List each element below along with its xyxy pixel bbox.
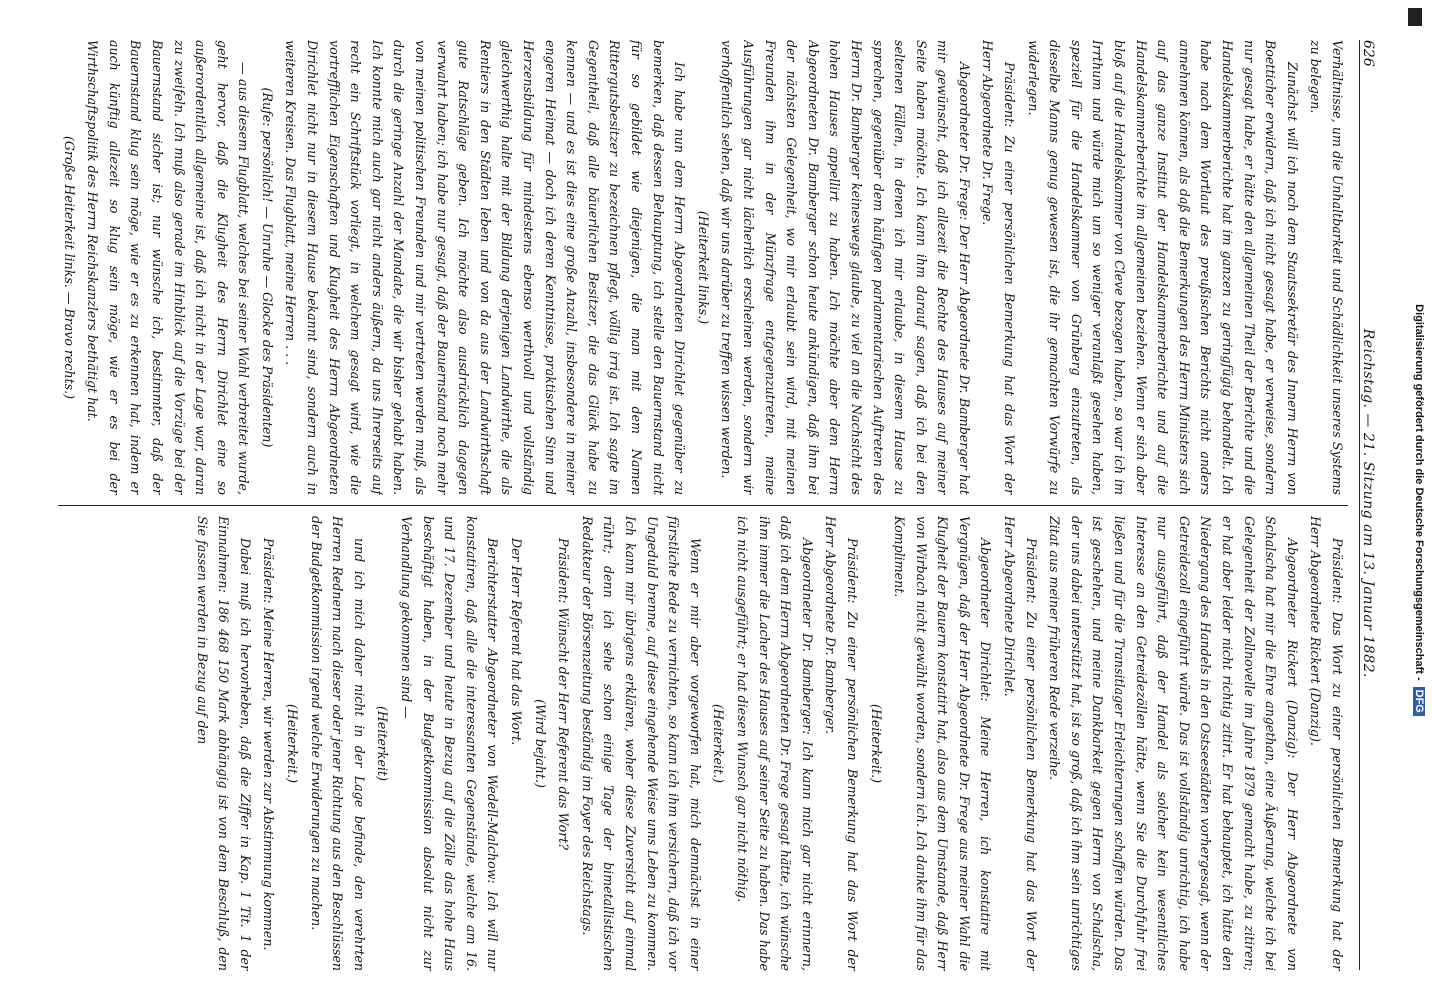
paragraph: Dabei muß ich hervorheben, daß die Ziffer in Kap. 1 Tit. 1 der Einnahmen: 186 468 150 Mark abhängig ist von dem Beschluß, den Sie fassen werden in Bezug auf den	[194, 516, 253, 971]
paragraph: Präsident: Zu einer persönlichen Bemerkung hat das Wort der Herr Abgeordnete Dr. Frege.	[980, 40, 1018, 495]
digitization-ribbon	[1406, 30, 1432, 990]
stage-direction: (Rufe: persönlich! — Unruhe — Glocke des Präsidenten)	[259, 87, 275, 448]
paragraph: Verhältnisse, um die Unhaltbarkeit und Schädlichkeit unseres Systems zu belegen.	[1308, 40, 1345, 495]
running-title: Reichstag. — 21. Sitzung am 13. Januar 1882.	[1360, 328, 1376, 678]
paragraph: Abgeordneter Dr. Bamberger: Ich kann mich gar nicht erinnern, daß ich dem Herrn Abgeordneten Dr. Frege gesagt hätte, ich wünsche ihm immer die Lacher des Hauses auf seiner Seite zu haben. Das habe ich nicht ausgeführt; er hat diesen Wunsch gar nicht nöthig.	[734, 516, 815, 971]
paragraph: Präsident: Das Wort zu einer persönlichen Bemerkung hat der Herr Abgeordnete Rickert (Danzig).	[1308, 516, 1345, 971]
digitization-credit: Digitalisierung gefördert durch die Deutsche Forschungsgemeinschaft -	[1413, 304, 1425, 681]
paragraph: Der Herr Referent hat das Wort.	[509, 538, 525, 746]
paragraph: Präsident: Meine Herren, wir werden zur Abstimmung kommen.	[261, 538, 277, 951]
stage-direction: (Heiterkeit)	[375, 706, 391, 781]
corner-mark	[1408, 8, 1422, 26]
paragraph: Präsident: Zu einer persönlichen Bemerkung hat das Wort der Herr Abgeordnete Dr. Bamberger.	[823, 516, 860, 971]
paragraph: — aus diesem Flugblatt, welches bei seiner Wahl verbreitet wurde, geht hervor, daß die Klugheit des Herrn Dirichlet eine so außerordentlich allgemeine ist, daß ich nicht in der Lage war, daran zu zweifeln. Ich muß also gerade im Hinblick auf die Vorzüge bei der Bauernstand sicher ist; nur wünsche ich, bestimmter, daß der Bauernstand klug sein möge, wie er es zu erkennen hat, indem er auch künftig allezeit so klug sein möge, wie er es bei der Wirthschaftspolitik des Herrn Reichskanzlers bethätigt hat.	[85, 40, 252, 495]
stage-direction: (Heiterkeit.)	[868, 704, 884, 783]
column-rule	[58, 505, 1348, 506]
paragraph: Präsident: Zu einer persönlichen Bemerkung hat das Wort der Herr Abgeordnete Dirichlet.	[1002, 516, 1039, 971]
paragraph: Abgeordneter Dr. Frege: Der Herr Abgeordnete Dr. Bamberger hat mir gewünscht, daß ich allezeit die Rechte des Hauses auf meiner Seite haben möchte. Ich kann ihm darauf sagen, daß ich bei den seltenen Fällen, in denen ich mir erlaube, in diesem Hause zu sprechen, gegenüber dem häufigen parlamentarischen Auftreten des Herrn Dr. Bamberger keineswegs glaube, zu viel an die Nachsicht des hohen Hauses appellirt zu haben. Ich möchte aber dem Herrn Abgeordneten Dr. Bamberger schon heute ankündigen, daß ihm bei der nächsten Gelegenheit, wo mir erlaubt sein wird, mit meinen Freunden ihm in der Münzfrage entgegenzutreten, meine Ausführungen gar nicht lächerlich erscheinen werden, sondern wir verhoffentlich sehen, daß wir uns darüber zu treffen wissen werden.	[719, 40, 972, 495]
stage-direction: (Große Heiterkeit links. — Bravo rechts.)	[61, 135, 77, 400]
paragraph: Abgeordneter Rickert (Danzig): Der Herr Abgeordnete von Schalscha hat mir die Ehre angethan, eine Äußerung, welche ich bei Gelegenheit der Zollnovelle im Jahre 1879 gemacht habe, zu zitiren; er hat aber leider nicht richtig zitirt. Er hat behauptet, ich hätte den Niedergang des Handels in den Ostseestädten vorhergesagt, wenn der Getreidezoll eingeführt würde. Das ist vollständig unrichtig, ich habe nur ausgeführt, daß der Handel als solcher kein wesentliches Interesse an den Getreidezöllen hätte, wenn Sie die Durchfuhr frei ließen und für die Transitlager Erleichterungen schaffen würden. Das ist geschehen, und meine Dankbarkeit gegen Herrn von Schalscha, der uns dabei unterstützt hat, ist so groß, daß ich ihm sein unrichtiges Zitat aus meiner früheren Rede verzeihe.	[1047, 516, 1300, 971]
page-number: 626	[1360, 40, 1376, 67]
stage-direction: (Wird bejaht.)	[532, 699, 548, 788]
paragraph: Berichterstatter Abgeordneter von Wedell-Malchow: Ich will nur konstatiren, daß alle die interessanten Gegenstände, welche am 16. und 17. Dezember und heute in Bezug auf die Zölle das hohe Haus beschäftigt haben, in der Budgetkommission absolut nicht zur Verhandlung gekommen sind —	[399, 516, 501, 971]
stage-direction: (Heiterkeit.)	[711, 704, 727, 783]
stage-direction: (Heiterkeit links.)	[695, 210, 711, 325]
right-column	[58, 516, 1348, 971]
page-body	[44, 30, 1400, 980]
paragraph: Zunächst will ich noch dem Staatssekretär des Innern Herrn von Boetticher erwidern, daß ich nicht gesagt habe, er verweise, sondern nur gesagt habe, er hätte den allgemeinen Theil der Berichte und die Handelskammerberichte hat im ganzen zu geringfügig behandelt. Ich habe nach dem Wortlaut des preußischen Berichts nicht anders annehmen können, als daß die Bemerkungen des Herrn Ministers sich auf das ganze Institut der Handelskammerberichte und auf die Handelskammerberichte im allgemeinen beziehen. Wenn er sich aber bloß auf die Handelskammer von Cleve bezogen haben, so war ich im Irrthum und würde mich um so weniger veranlaßt gesehen haben, speziell für die Handelskammer von Grünberg einzutreten, als dieselbe Manns genug gewesen ist, die ihr gemachten Vorwürfe zu widerlegen.	[1025, 40, 1300, 495]
rotated-scan	[44, 30, 1400, 980]
paragraph: Ich habe nun dem Herrn Abgeordneten Dirichlet gegenüber zu bemerken, daß dessen Behauptung, ich stelle den Bauernstand nicht für so gebildet wie diejenigen, die man mit dem Namen Rittergutsbesitzer zu bezeichnen pflegt, völlig irrig ist. Ich sagte im Gegentheil, daß alle bäuerlichen Besitzer, die das Glück habe zu kennen — und es ist dies eine große Anzahl, insbesondere in meiner engeren Heimat — doch ich deren Kenntnisse, praktischen Sinn und Herzensbildung für mindestens ebenso werthvoll und vollständig gleichwerthig halte mit der Bildung derjenigen Landwirthe, die als Rentiers in den Städten leben und von da aus der Landwirthschaft gute Ratschläge geben. Ich möchte also ausdrücklich dagegen verwahrt haben; ich habe nur gesagt, daß der Bauernstand noch mehr von meinen politischen Freunden und mir vertreten werden muß, als durch die geringe Anzahl der Mandate, die wir bisher gehabt haben. Ich konnte mich auch gar nicht anders äußern, da uns Ihrerseits auf recht ein Schriftstück vorliegt, in welchem gesagt wird, wie die vortrefflichen Eigenschaften und Klugheit des Herrn Abgeordneten Dirichlet nicht nur in diesem Hause bekannt sind, sondern auch in weiteren Kreisen. Das Flugblatt, meine Herren . . .	[283, 40, 688, 495]
paragraph: Wenn er mir aber vorgeworfen hat, mich demnächst in einer fürstliche Rede zu vernichten, so kann ich ihm versichern, daß ich vor Ungeduld brenne, auf diese eingehende Weise ums Leben zu kommen. Ich kann mir übrigens erklären, woher diese Zuversicht auf einmal rührt; denn ich sehe schon einige Tage der bimetallistischen Redakteur der Börsenzeitung beständig im Foyer des Reichstags.	[579, 516, 703, 971]
paragraph: und ich mich daher nicht in der Lage befinde, den verehrten Herren Rednern nach dieser oder jener Richtung aus den Beschlüssen der Budgetkommission irgend welche Erwiderungen zu machen.	[308, 516, 367, 971]
stage-direction: (Heiterkeit.)	[285, 704, 301, 783]
dfg-logo: DFG	[1413, 687, 1425, 716]
page-header	[1359, 40, 1386, 970]
paragraph: Präsident: Wünscht der Herr Referent das Wort?	[556, 538, 572, 851]
paragraph: Abgeordneter Dirichlet: Meine Herren, ich konstatire mit Vergnügen, daß der Herr Abgeordnete Dr. Frege aus meiner Wahl die Klugheit der Bauern konstatirt hat, also aus dem Umstande, daß Herr von Wirbach nicht gewählt worden, sondern ich. Ich danke ihm für das Kompliment.	[892, 516, 994, 971]
left-column	[58, 40, 1348, 495]
